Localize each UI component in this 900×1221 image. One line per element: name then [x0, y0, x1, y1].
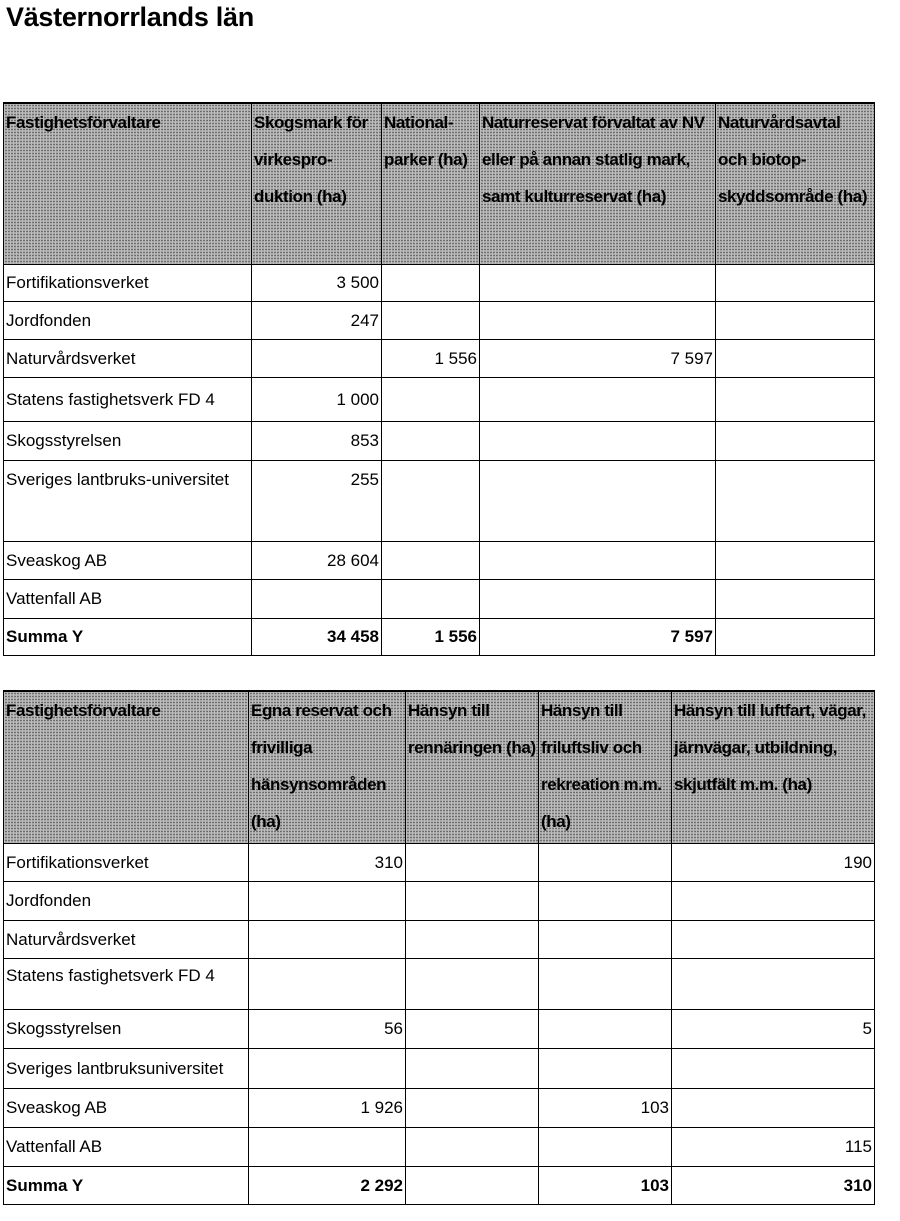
table-row: [4, 1009, 875, 1048]
value-cell: 103: [539, 1088, 672, 1127]
manager-name: Skogsstyrelsen: [4, 421, 252, 460]
value-cell: [480, 421, 716, 460]
manager-name: Jordfonden: [4, 881, 249, 920]
manager-name: Sveaskog AB: [4, 541, 252, 579]
value-cell: [716, 541, 875, 579]
value-cell: 3 500: [252, 264, 382, 301]
value-cell: [406, 1048, 539, 1088]
value-cell: [406, 1127, 539, 1166]
sum-label: Summa Y: [4, 618, 252, 655]
manager-name: Vattenfall AB: [4, 579, 252, 618]
value-cell: [480, 377, 716, 421]
value-cell: [716, 377, 875, 421]
forest-land-table: [3, 102, 875, 656]
value-cell: [480, 579, 716, 618]
value-cell: 1 556: [382, 339, 480, 377]
value-cell: [672, 920, 875, 958]
value-cell: 853: [252, 421, 382, 460]
value-cell: 1 926: [249, 1088, 406, 1127]
value-cell: 5: [672, 1009, 875, 1048]
value-cell: [539, 1009, 672, 1048]
value-cell: [672, 881, 875, 920]
table-row: [4, 460, 875, 541]
value-cell: [249, 1048, 406, 1088]
table-row: [4, 1127, 875, 1166]
manager-name: Statens fastighetsverk FD 4: [4, 958, 249, 1009]
header-cell: Fastighetsförvaltare: [4, 103, 252, 264]
value-cell: [252, 339, 382, 377]
value-cell: [249, 920, 406, 958]
value-cell: [716, 264, 875, 301]
value-cell: [716, 579, 875, 618]
sum-cell: [716, 618, 875, 655]
header-cell: Naturreservat förvaltat av NV eller på annan statlig mark, samt kulturreservat (ha): [480, 103, 716, 264]
manager-name: Sveriges lantbruks-universitet: [4, 460, 252, 541]
manager-name: Statens fastighetsverk FD 4: [4, 377, 252, 421]
sum-cell: 34 458: [252, 618, 382, 655]
value-cell: [382, 377, 480, 421]
sum-cell: 103: [539, 1166, 672, 1204]
manager-name: Naturvårdsverket: [4, 339, 252, 377]
value-cell: [382, 541, 480, 579]
value-cell: [539, 881, 672, 920]
table-row: [4, 264, 875, 301]
value-cell: [382, 460, 480, 541]
value-cell: [406, 881, 539, 920]
value-cell: 190: [672, 843, 875, 881]
value-cell: 255: [252, 460, 382, 541]
header-cell: Hänsyn till luftfart, vägar, järnvägar, utbildning, skjutfält m.m. (ha): [672, 691, 875, 843]
value-cell: [716, 339, 875, 377]
header-cell: Egna reservat och frivilliga hänsynsområden (ha): [249, 691, 406, 843]
table-row: [4, 579, 875, 618]
manager-name: Jordfonden: [4, 301, 252, 339]
manager-name: Sveriges lantbruksuniversitet: [4, 1048, 249, 1088]
value-cell: [672, 1048, 875, 1088]
value-cell: [382, 421, 480, 460]
manager-name: Skogsstyrelsen: [4, 1009, 249, 1048]
sum-row: [4, 618, 875, 655]
sum-row: [4, 1166, 875, 1204]
table-row: [4, 339, 875, 377]
value-cell: [382, 264, 480, 301]
value-cell: [672, 1088, 875, 1127]
value-cell: 310: [249, 843, 406, 881]
value-cell: [406, 1088, 539, 1127]
page-title: Västernorrlands län: [6, 2, 254, 32]
value-cell: [480, 460, 716, 541]
header-cell: Hänsyn till rennäringen (ha): [406, 691, 539, 843]
table-row: [4, 881, 875, 920]
header-cell: Hänsyn till friluftsliv och rekreation m.m. (ha): [539, 691, 672, 843]
table-row: [4, 301, 875, 339]
manager-name: Naturvårdsverket: [4, 920, 249, 958]
value-cell: 56: [249, 1009, 406, 1048]
value-cell: [539, 1048, 672, 1088]
manager-name: Fortifikationsverket: [4, 843, 249, 881]
manager-name: Sveaskog AB: [4, 1088, 249, 1127]
value-cell: [406, 1009, 539, 1048]
value-cell: [539, 843, 672, 881]
table-row: [4, 1048, 875, 1088]
sum-label: Summa Y: [4, 1166, 249, 1204]
value-cell: [672, 958, 875, 1009]
value-cell: 1 000: [252, 377, 382, 421]
sum-cell: 2 292: [249, 1166, 406, 1204]
table-row: [4, 1088, 875, 1127]
header-cell: Skogsmark för virkespro-duktion (ha): [252, 103, 382, 264]
value-cell: [539, 958, 672, 1009]
sum-cell: 1 556: [382, 618, 480, 655]
header-row: [4, 691, 875, 843]
value-cell: [539, 1127, 672, 1166]
value-cell: [480, 541, 716, 579]
value-cell: [249, 958, 406, 1009]
sum-cell: 7 597: [480, 618, 716, 655]
table-row: [4, 541, 875, 579]
consideration-table: [3, 690, 875, 1205]
value-cell: [480, 264, 716, 301]
value-cell: [406, 843, 539, 881]
value-cell: [716, 460, 875, 541]
value-cell: 7 597: [480, 339, 716, 377]
header-cell: Naturvårdsavtal och biotop-skyddsområde (ha): [716, 103, 875, 264]
manager-name: Fortifikationsverket: [4, 264, 252, 301]
table-row: [4, 421, 875, 460]
value-cell: [382, 579, 480, 618]
value-cell: [406, 920, 539, 958]
value-cell: [716, 301, 875, 339]
value-cell: [716, 421, 875, 460]
value-cell: 247: [252, 301, 382, 339]
header-row: [4, 103, 875, 264]
value-cell: [539, 920, 672, 958]
value-cell: 28 604: [252, 541, 382, 579]
table-row: [4, 377, 875, 421]
manager-name: Vattenfall AB: [4, 1127, 249, 1166]
value-cell: [480, 301, 716, 339]
value-cell: [406, 958, 539, 1009]
value-cell: [382, 301, 480, 339]
sum-cell: 310: [672, 1166, 875, 1204]
header-cell: National-parker (ha): [382, 103, 480, 264]
table-row: [4, 843, 875, 881]
value-cell: [249, 881, 406, 920]
table-row: [4, 958, 875, 1009]
value-cell: 115: [672, 1127, 875, 1166]
header-cell: Fastighetsförvaltare: [4, 691, 249, 843]
value-cell: [249, 1127, 406, 1166]
value-cell: [252, 579, 382, 618]
sum-cell: [406, 1166, 539, 1204]
table-row: [4, 920, 875, 958]
